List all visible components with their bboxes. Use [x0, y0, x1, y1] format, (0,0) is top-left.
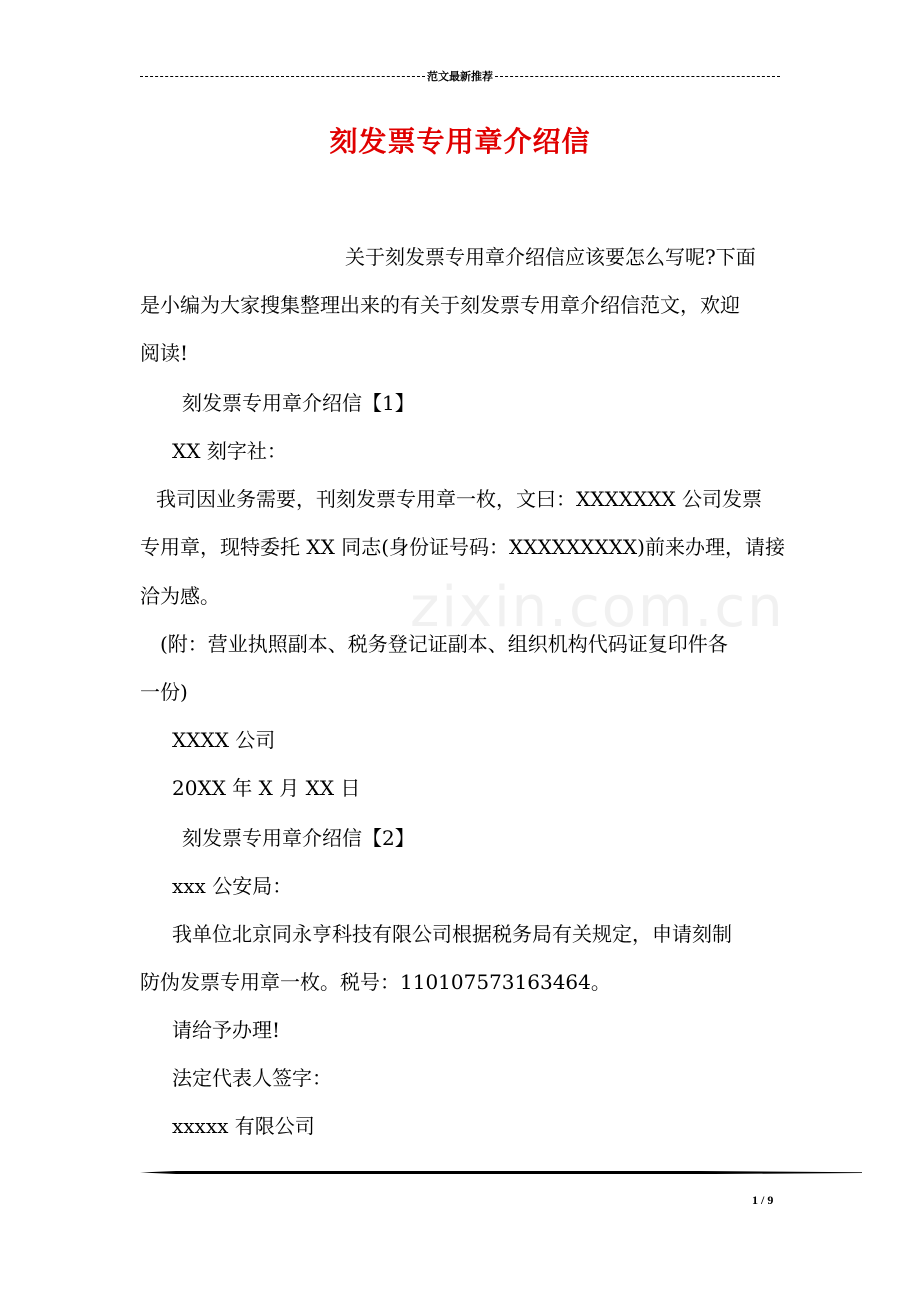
- watermark: zixin.com.cn: [410, 575, 785, 640]
- letter1-body-1: 我司因业务需要，刊刻发票专用章一枚，文曰：XXXXXXX 公司发票: [156, 487, 763, 511]
- letter1-attachment-2: 一份): [140, 680, 188, 704]
- intro-line-3: 阅读!: [140, 341, 189, 365]
- header-label: 范文最新推荐: [427, 71, 493, 83]
- letter2-body-2: 防伪发票专用章一枚。税号：110107573163464。: [140, 970, 611, 994]
- letter1-recipient: XX 刻字社：: [172, 439, 287, 463]
- document-title: 刻发票专用章介绍信: [329, 125, 591, 158]
- letter2-representative: 法定代表人签字：: [172, 1066, 332, 1090]
- header-dash-right: [495, 76, 780, 77]
- page-number: 1 / 9: [752, 1193, 774, 1207]
- letter2-recipient: xxx 公安局：: [172, 874, 293, 898]
- section-heading-1: 刻发票专用章介绍信【1】: [182, 391, 415, 415]
- intro-line-2: 是小编为大家搜集整理出来的有关于刻发票专用章介绍信范文，欢迎: [140, 293, 740, 317]
- footer-rule: [140, 1170, 862, 1175]
- page-header: [140, 68, 780, 84]
- letter1-attachment-1: (附：营业执照副本、税务登记证副本、组织机构代码证复印件各: [160, 632, 728, 656]
- intro-line-1: 关于刻发票专用章介绍信应该要怎么写呢?下面: [345, 245, 756, 269]
- letter2-body-1: 我单位北京同永亨科技有限公司根据税务局有关规定，申请刻制: [172, 922, 732, 946]
- letter2-company: xxxxx 有限公司: [172, 1114, 315, 1138]
- section-heading-2: 刻发票专用章介绍信【2】: [182, 826, 415, 850]
- letter1-body-2: 专用章，现特委托 XX 同志(身份证号码：XXXXXXXXX)前来办理，请接: [140, 535, 785, 559]
- letter2-request: 请给予办理!: [172, 1018, 281, 1042]
- letter1-date: 20XX 年 X 月 XX 日: [172, 776, 361, 800]
- letter1-body-3: 洽为感。: [140, 584, 220, 608]
- letter1-signature: XXXX 公司: [172, 728, 276, 752]
- header-dash-left: [140, 76, 425, 77]
